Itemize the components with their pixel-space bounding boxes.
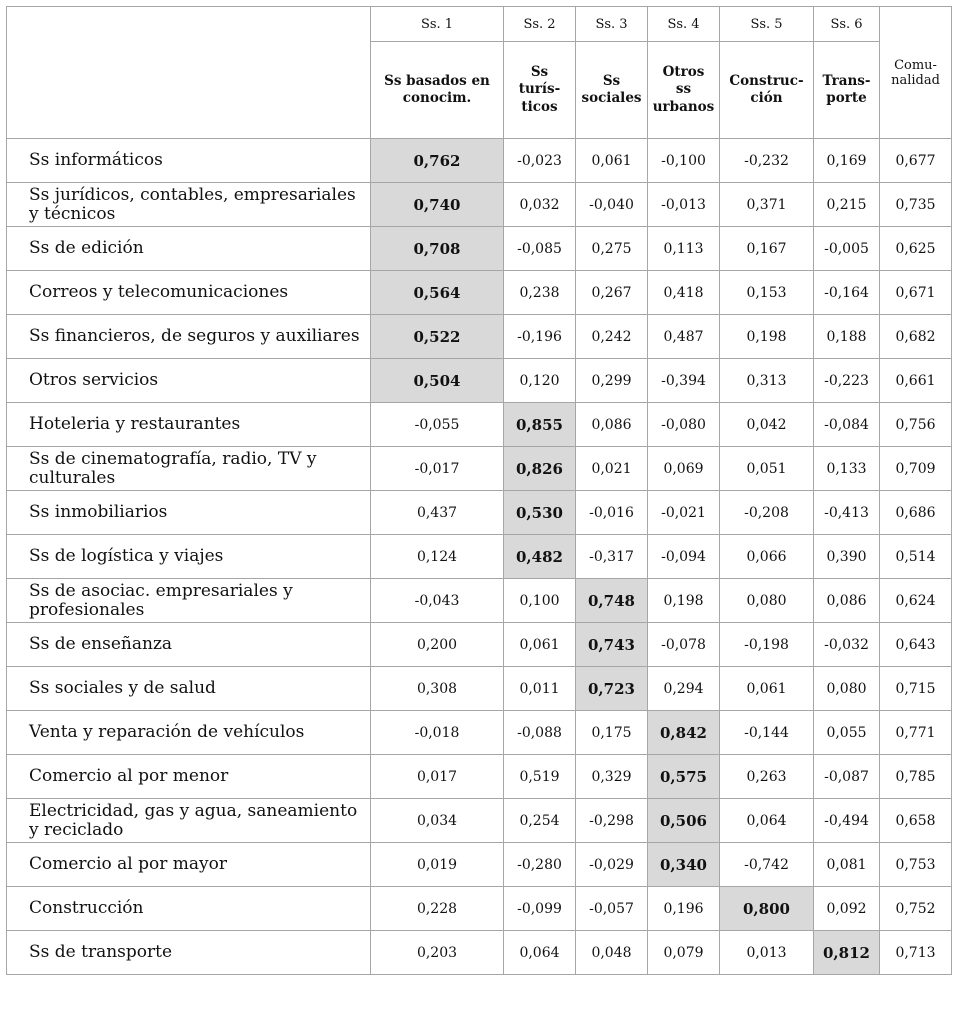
factor-header-2: Ss. 2 <box>504 7 576 42</box>
loading-value: 0,061 <box>720 667 814 711</box>
factor-header-1: Ss. 1 <box>371 7 504 42</box>
loading-value: 0,032 <box>504 183 576 227</box>
loading-value: -0,494 <box>814 799 880 843</box>
loading-value: 0,238 <box>504 271 576 315</box>
communality-value: 0,625 <box>880 227 952 271</box>
communality-value: 0,771 <box>880 711 952 755</box>
factor-name-line: Construc- <box>729 72 804 89</box>
loading-value-highlighted: 0,504 <box>371 359 504 403</box>
loading-value: -0,023 <box>504 139 576 183</box>
loading-value: 0,294 <box>648 667 720 711</box>
table-row <box>7 755 952 799</box>
communality-value: 0,624 <box>880 579 952 623</box>
loading-value: -0,144 <box>720 711 814 755</box>
loading-value: -0,017 <box>371 447 504 491</box>
factor-header-5: Ss. 5 <box>720 7 814 42</box>
sector-label: Comercio al por menor <box>7 755 371 799</box>
loading-value: 0,329 <box>576 755 648 799</box>
loading-value-highlighted: 0,812 <box>814 931 880 975</box>
loading-value: 0,169 <box>814 139 880 183</box>
loading-value: -0,055 <box>371 403 504 447</box>
factor-name-5 <box>720 42 814 139</box>
loading-value: 0,390 <box>814 535 880 579</box>
factor-name-1 <box>371 42 504 139</box>
loading-value-highlighted: 0,575 <box>648 755 720 799</box>
loading-value-highlighted: 0,708 <box>371 227 504 271</box>
loading-value: 0,254 <box>504 799 576 843</box>
loading-value: 0,081 <box>814 843 880 887</box>
communality-value: 0,677 <box>880 139 952 183</box>
factor-name-3 <box>576 42 648 139</box>
loading-value: -0,043 <box>371 579 504 623</box>
table-row <box>7 183 952 227</box>
sector-label: Construcción <box>7 887 371 931</box>
loading-value: 0,175 <box>576 711 648 755</box>
loading-value-highlighted: 0,340 <box>648 843 720 887</box>
communality-value: 0,514 <box>880 535 952 579</box>
sector-label: Ss inmobiliarios <box>7 491 371 535</box>
loading-value: 0,079 <box>648 931 720 975</box>
sector-label: Ss de asociac. empresariales y profesionales <box>7 579 371 623</box>
communality-value: 0,682 <box>880 315 952 359</box>
factor-name-line: Ss <box>602 72 621 89</box>
table-row <box>7 227 952 271</box>
communality-value: 0,752 <box>880 887 952 931</box>
loading-value: -0,280 <box>504 843 576 887</box>
loading-value: 0,120 <box>504 359 576 403</box>
factor-name-line: urbanos <box>652 98 715 115</box>
loading-value-highlighted: 0,564 <box>371 271 504 315</box>
loading-value: 0,080 <box>720 579 814 623</box>
loading-value: -0,298 <box>576 799 648 843</box>
loading-value: 0,437 <box>371 491 504 535</box>
table-row <box>7 447 952 491</box>
table-row <box>7 535 952 579</box>
communality-value: 0,643 <box>880 623 952 667</box>
sector-label: Correos y telecomunicaciones <box>7 271 371 315</box>
loading-value: 0,153 <box>720 271 814 315</box>
sector-label: Ss financieros, de seguros y auxiliares <box>7 315 371 359</box>
loading-value-highlighted: 0,482 <box>504 535 576 579</box>
loading-value: 0,228 <box>371 887 504 931</box>
factor-name-2 <box>504 42 576 139</box>
loading-value: 0,064 <box>504 931 576 975</box>
factor-name-line: ss <box>675 81 692 98</box>
loading-value: -0,032 <box>814 623 880 667</box>
factor-name-line: turís- <box>518 81 561 98</box>
loading-value: 0,113 <box>648 227 720 271</box>
loading-value: 0,086 <box>576 403 648 447</box>
sector-label: Ss de enseñanza <box>7 623 371 667</box>
table-row <box>7 359 952 403</box>
sector-label: Hoteleria y restaurantes <box>7 403 371 447</box>
loading-value: 0,196 <box>648 887 720 931</box>
factor-name-line: porte <box>826 90 867 106</box>
factor-name-line: conocim. <box>402 90 472 106</box>
loading-value: 0,167 <box>720 227 814 271</box>
factor-header-3: Ss. 3 <box>576 7 648 42</box>
table-row <box>7 843 952 887</box>
factor-header-4: Ss. 4 <box>648 7 720 42</box>
loading-value: 0,263 <box>720 755 814 799</box>
loading-value: 0,519 <box>504 755 576 799</box>
communality-value: 0,713 <box>880 931 952 975</box>
sector-label: Electricidad, gas y agua, saneamiento y reciclado <box>7 799 371 843</box>
loading-value: 0,133 <box>814 447 880 491</box>
factor-name-line: ticos <box>521 98 558 115</box>
loading-value: -0,029 <box>576 843 648 887</box>
loading-value: 0,034 <box>371 799 504 843</box>
sector-label: Ss de edición <box>7 227 371 271</box>
sector-label: Ss jurídicos, contables, empresariales y técnicos <box>7 183 371 227</box>
loading-value: 0,418 <box>648 271 720 315</box>
loading-value: -0,084 <box>814 403 880 447</box>
loading-value: 0,200 <box>371 623 504 667</box>
table-row <box>7 711 952 755</box>
loading-value-highlighted: 0,723 <box>576 667 648 711</box>
loading-value: -0,099 <box>504 887 576 931</box>
loading-value-highlighted: 0,855 <box>504 403 576 447</box>
loading-value: -0,317 <box>576 535 648 579</box>
communality-header-line: nalidad <box>891 72 940 88</box>
loading-value: 0,124 <box>371 535 504 579</box>
loading-value: 0,055 <box>814 711 880 755</box>
loading-value-highlighted: 0,842 <box>648 711 720 755</box>
loading-value: 0,021 <box>576 447 648 491</box>
loading-value: -0,100 <box>648 139 720 183</box>
loading-value: -0,198 <box>720 623 814 667</box>
communality-header <box>880 7 952 139</box>
sector-label: Ss sociales y de salud <box>7 667 371 711</box>
loading-value: 0,017 <box>371 755 504 799</box>
loading-value: -0,005 <box>814 227 880 271</box>
header-row-factors <box>7 7 952 42</box>
loading-value: 0,092 <box>814 887 880 931</box>
table-row <box>7 403 952 447</box>
loading-value: -0,013 <box>648 183 720 227</box>
communality-value: 0,686 <box>880 491 952 535</box>
loading-value: 0,042 <box>720 403 814 447</box>
loading-value: -0,057 <box>576 887 648 931</box>
loading-value: 0,215 <box>814 183 880 227</box>
loading-value: 0,013 <box>720 931 814 975</box>
factor-name-line: Trans- <box>822 72 871 89</box>
table-row <box>7 491 952 535</box>
loading-value: 0,188 <box>814 315 880 359</box>
sector-label: Comercio al por mayor <box>7 843 371 887</box>
communality-header-line: Comu- <box>894 57 937 73</box>
sector-label: Ss de cinematografía, radio, TV y culturales <box>7 447 371 491</box>
factor-name-line: sociales <box>581 90 642 106</box>
communality-value: 0,709 <box>880 447 952 491</box>
table-row <box>7 887 952 931</box>
loading-value: 0,299 <box>576 359 648 403</box>
loading-value-highlighted: 0,748 <box>576 579 648 623</box>
loading-value: -0,018 <box>371 711 504 755</box>
factor-name-4 <box>648 42 720 139</box>
loading-value: 0,061 <box>576 139 648 183</box>
loading-value-highlighted: 0,522 <box>371 315 504 359</box>
loading-value: -0,094 <box>648 535 720 579</box>
loading-value-highlighted: 0,740 <box>371 183 504 227</box>
loading-value-highlighted: 0,762 <box>371 139 504 183</box>
loading-value: 0,203 <box>371 931 504 975</box>
communality-value: 0,735 <box>880 183 952 227</box>
loading-value: 0,100 <box>504 579 576 623</box>
loading-value: 0,242 <box>576 315 648 359</box>
loading-value: 0,487 <box>648 315 720 359</box>
factor-name-line: Ss <box>530 64 549 81</box>
table-row <box>7 623 952 667</box>
factor-header-6: Ss. 6 <box>814 7 880 42</box>
factor-name-6 <box>814 42 880 139</box>
loading-value: -0,040 <box>576 183 648 227</box>
table-row <box>7 579 952 623</box>
table-row <box>7 315 952 359</box>
loading-value: 0,064 <box>720 799 814 843</box>
loading-value: 0,371 <box>720 183 814 227</box>
sector-label: Otros servicios <box>7 359 371 403</box>
loading-value: 0,198 <box>720 315 814 359</box>
table-row <box>7 931 952 975</box>
communality-value: 0,671 <box>880 271 952 315</box>
loading-value: 0,011 <box>504 667 576 711</box>
table-row <box>7 799 952 843</box>
sector-label: Ss informáticos <box>7 139 371 183</box>
loading-value: -0,223 <box>814 359 880 403</box>
loading-value: -0,394 <box>648 359 720 403</box>
table-row <box>7 271 952 315</box>
loading-value-highlighted: 0,826 <box>504 447 576 491</box>
corner-cell <box>7 7 371 139</box>
communality-value: 0,715 <box>880 667 952 711</box>
loading-value: 0,048 <box>576 931 648 975</box>
loading-value: -0,742 <box>720 843 814 887</box>
loading-value: -0,085 <box>504 227 576 271</box>
loading-value: 0,051 <box>720 447 814 491</box>
loading-value: 0,080 <box>814 667 880 711</box>
loading-value: -0,021 <box>648 491 720 535</box>
loading-value: -0,413 <box>814 491 880 535</box>
loading-value: -0,196 <box>504 315 576 359</box>
loading-value: 0,066 <box>720 535 814 579</box>
loading-value: 0,019 <box>371 843 504 887</box>
loading-value: -0,078 <box>648 623 720 667</box>
loading-value: -0,080 <box>648 403 720 447</box>
communality-value: 0,753 <box>880 843 952 887</box>
loading-value: 0,086 <box>814 579 880 623</box>
sector-label: Ss de transporte <box>7 931 371 975</box>
factor-name-line: Ss basados en <box>384 72 490 89</box>
loading-value: 0,069 <box>648 447 720 491</box>
factor-name-line: Otros <box>662 64 705 81</box>
loading-value: -0,232 <box>720 139 814 183</box>
table-row <box>7 139 952 183</box>
loading-value: 0,198 <box>648 579 720 623</box>
loading-value: 0,308 <box>371 667 504 711</box>
loading-value: 0,267 <box>576 271 648 315</box>
loading-value: -0,087 <box>814 755 880 799</box>
loading-value: -0,164 <box>814 271 880 315</box>
loading-value: 0,275 <box>576 227 648 271</box>
loading-value-highlighted: 0,800 <box>720 887 814 931</box>
communality-value: 0,756 <box>880 403 952 447</box>
communality-value: 0,658 <box>880 799 952 843</box>
sector-label: Venta y reparación de vehículos <box>7 711 371 755</box>
communality-value: 0,785 <box>880 755 952 799</box>
table-row <box>7 667 952 711</box>
loading-value-highlighted: 0,743 <box>576 623 648 667</box>
loading-value: 0,061 <box>504 623 576 667</box>
factor-name-line: ción <box>750 90 783 106</box>
communality-value: 0,661 <box>880 359 952 403</box>
loading-value-highlighted: 0,530 <box>504 491 576 535</box>
loading-value: -0,016 <box>576 491 648 535</box>
sector-label: Ss de logística y viajes <box>7 535 371 579</box>
loading-value: -0,208 <box>720 491 814 535</box>
loading-value: -0,088 <box>504 711 576 755</box>
loading-value: 0,313 <box>720 359 814 403</box>
factor-loadings-table <box>6 6 952 975</box>
loading-value-highlighted: 0,506 <box>648 799 720 843</box>
